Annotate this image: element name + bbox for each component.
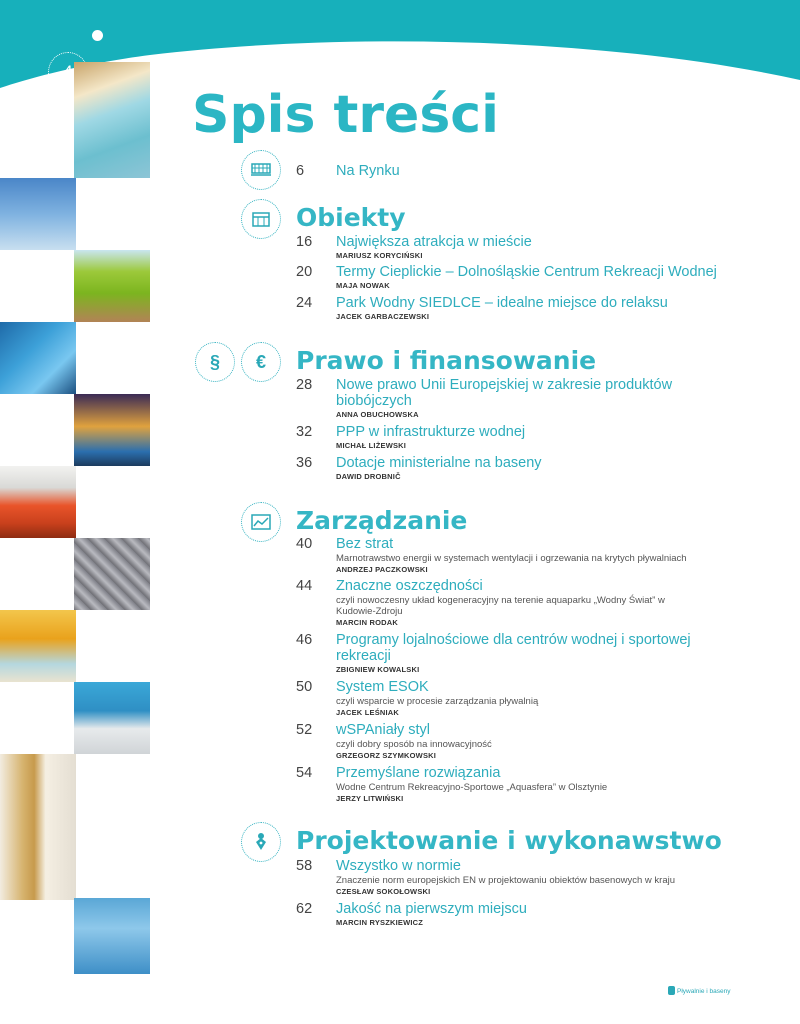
section-title-obiekty: Obiekty [296, 203, 406, 232]
entry-author: MICHAŁ LIŻEWSKI [336, 441, 407, 450]
entry-page: 44 [296, 578, 313, 594]
photo-interior-columns [0, 754, 76, 900]
entry-author: GRZEGORZ SZYMKOWSKI [336, 751, 437, 760]
entry-author: JERZY LITWIŃSKI [336, 794, 404, 803]
entry-subtitle: czyli wsparcie w procesie zarządzania pływalnią [336, 696, 539, 707]
entry-author: JACEK GARBACZEWSKI [336, 312, 430, 321]
photo-sky [0, 178, 76, 250]
entry-page: 16 [296, 234, 313, 250]
entry-page: 54 [296, 765, 313, 781]
entry-author: MAJA NOWAK [336, 281, 390, 290]
entry-title: Przemyślane rozwiązania [336, 765, 501, 781]
footer-brand [668, 986, 730, 995]
entry-title: Dotacje ministerialne na baseny [336, 455, 542, 471]
photo-yellow-slide [0, 610, 76, 682]
photo-indoor-pool [74, 62, 150, 178]
entry-page: 40 [296, 536, 313, 552]
entry-subtitle: Wodne Centrum Rekreacyjno-Sportowe „Aquasfera” w Olsztynie [336, 782, 608, 793]
section-title-projektowanie: Projektowanie i wykonawstwo [296, 826, 722, 855]
entry-subtitle: Znaczenie norm europejskich EN w projektowaniu obiektów basenowych w kraju [336, 875, 675, 886]
entry-title: Programy lojalnościowe dla centrów wodnej i sportowej rekreacji [336, 632, 691, 664]
entry-page: 46 [296, 632, 313, 648]
paragraph-icon [195, 342, 235, 382]
entry-author: ZBIGNIEW KOWALSKI [336, 665, 420, 674]
photo-orange-facade [0, 466, 76, 538]
entry-page: 32 [296, 424, 313, 440]
entry-author: MARCIN RYSZKIEWICZ [336, 918, 424, 927]
section-title-zarzadzanie: Zarządzanie [296, 506, 468, 535]
entry-title: wSPAniały styl [336, 722, 431, 738]
photo-green-building [74, 250, 150, 322]
pen-nib-icon [241, 822, 281, 862]
entry-page: 52 [296, 722, 313, 738]
entry-author: DAWID DROBNIČ [336, 472, 401, 481]
entry-page: 6 [296, 163, 305, 179]
entry-page: 24 [296, 295, 313, 311]
entry-page: 20 [296, 264, 313, 280]
decorative-dot [92, 30, 103, 41]
entry-subtitle: Marnotrawstwo energii w systemach wentylacji i ogrzewania na krytych pływalniach [336, 553, 687, 564]
entry-page: 50 [296, 679, 313, 695]
entry-author: ANDRZEJ PACZKOWSKI [336, 565, 428, 574]
photo-night-pool [74, 394, 150, 466]
entry-title: Termy Cieplickie – Dolnośląskie Centrum Rekreacji Wodnej [336, 264, 717, 280]
entry-title: Znaczne oszczędności [336, 578, 483, 594]
entry-author: MARCIN RODAK [336, 618, 398, 627]
photo-sunbeds [74, 682, 150, 754]
chart-icon [241, 502, 281, 542]
entry-author: ANNA OBUCHOWSKA [336, 410, 419, 419]
entry-page: 58 [296, 858, 313, 874]
entry-page: 36 [296, 455, 313, 471]
euro-symbol: € [255, 351, 266, 372]
entry-title: Jakość na pierwszym miejscu [336, 901, 527, 917]
entry-author: MARIUSZ KORYCIŃSKI [336, 251, 423, 260]
page-number: 4 [48, 52, 88, 92]
entry-subtitle: czyli dobry sposób na innowacyjność [336, 739, 492, 750]
entry-title: Park Wodny SIEDLCE – idealne miejsce do relaksu [336, 295, 668, 311]
entry-title: System ESOK [336, 679, 429, 695]
entry-title: Bez strat [336, 536, 394, 552]
logo-icon [668, 986, 675, 995]
entry-title: PPP w infrastrukturze wodnej [336, 424, 526, 440]
entry-title: Największa atrakcja w mieście [336, 234, 532, 250]
entry-page: 62 [296, 901, 313, 917]
entry-title: Wszystko w normie [336, 858, 461, 874]
photo-water-surface [74, 898, 150, 974]
paragraph-symbol: § [209, 351, 220, 372]
photo-patterned-wall [74, 538, 150, 610]
entry-page: 28 [296, 377, 313, 393]
page-title: Spis treści [192, 85, 499, 145]
euro-icon [241, 342, 281, 382]
section-title-prawo: Prawo i finansowanie [296, 346, 597, 375]
shopping-cart-icon [241, 150, 281, 190]
footer-text: Pływalnie i baseny [677, 988, 731, 995]
photo-water-slides [0, 322, 76, 394]
building-icon [241, 199, 281, 239]
entry-author: CZESŁAW SOKOŁOWSKI [336, 887, 431, 896]
entry-author: JACEK LEŚNIAK [336, 708, 400, 717]
entry-subtitle: czyli nowoczesny układ kogeneracyjny na terenie aquaparku „Wodny Świat” w Kudowie-Zdroju [336, 595, 665, 617]
entry-title: Na Rynku [336, 163, 400, 179]
entry-title: Nowe prawo Unii Europejskiej w zakresie produktów biobójczych [336, 377, 673, 409]
